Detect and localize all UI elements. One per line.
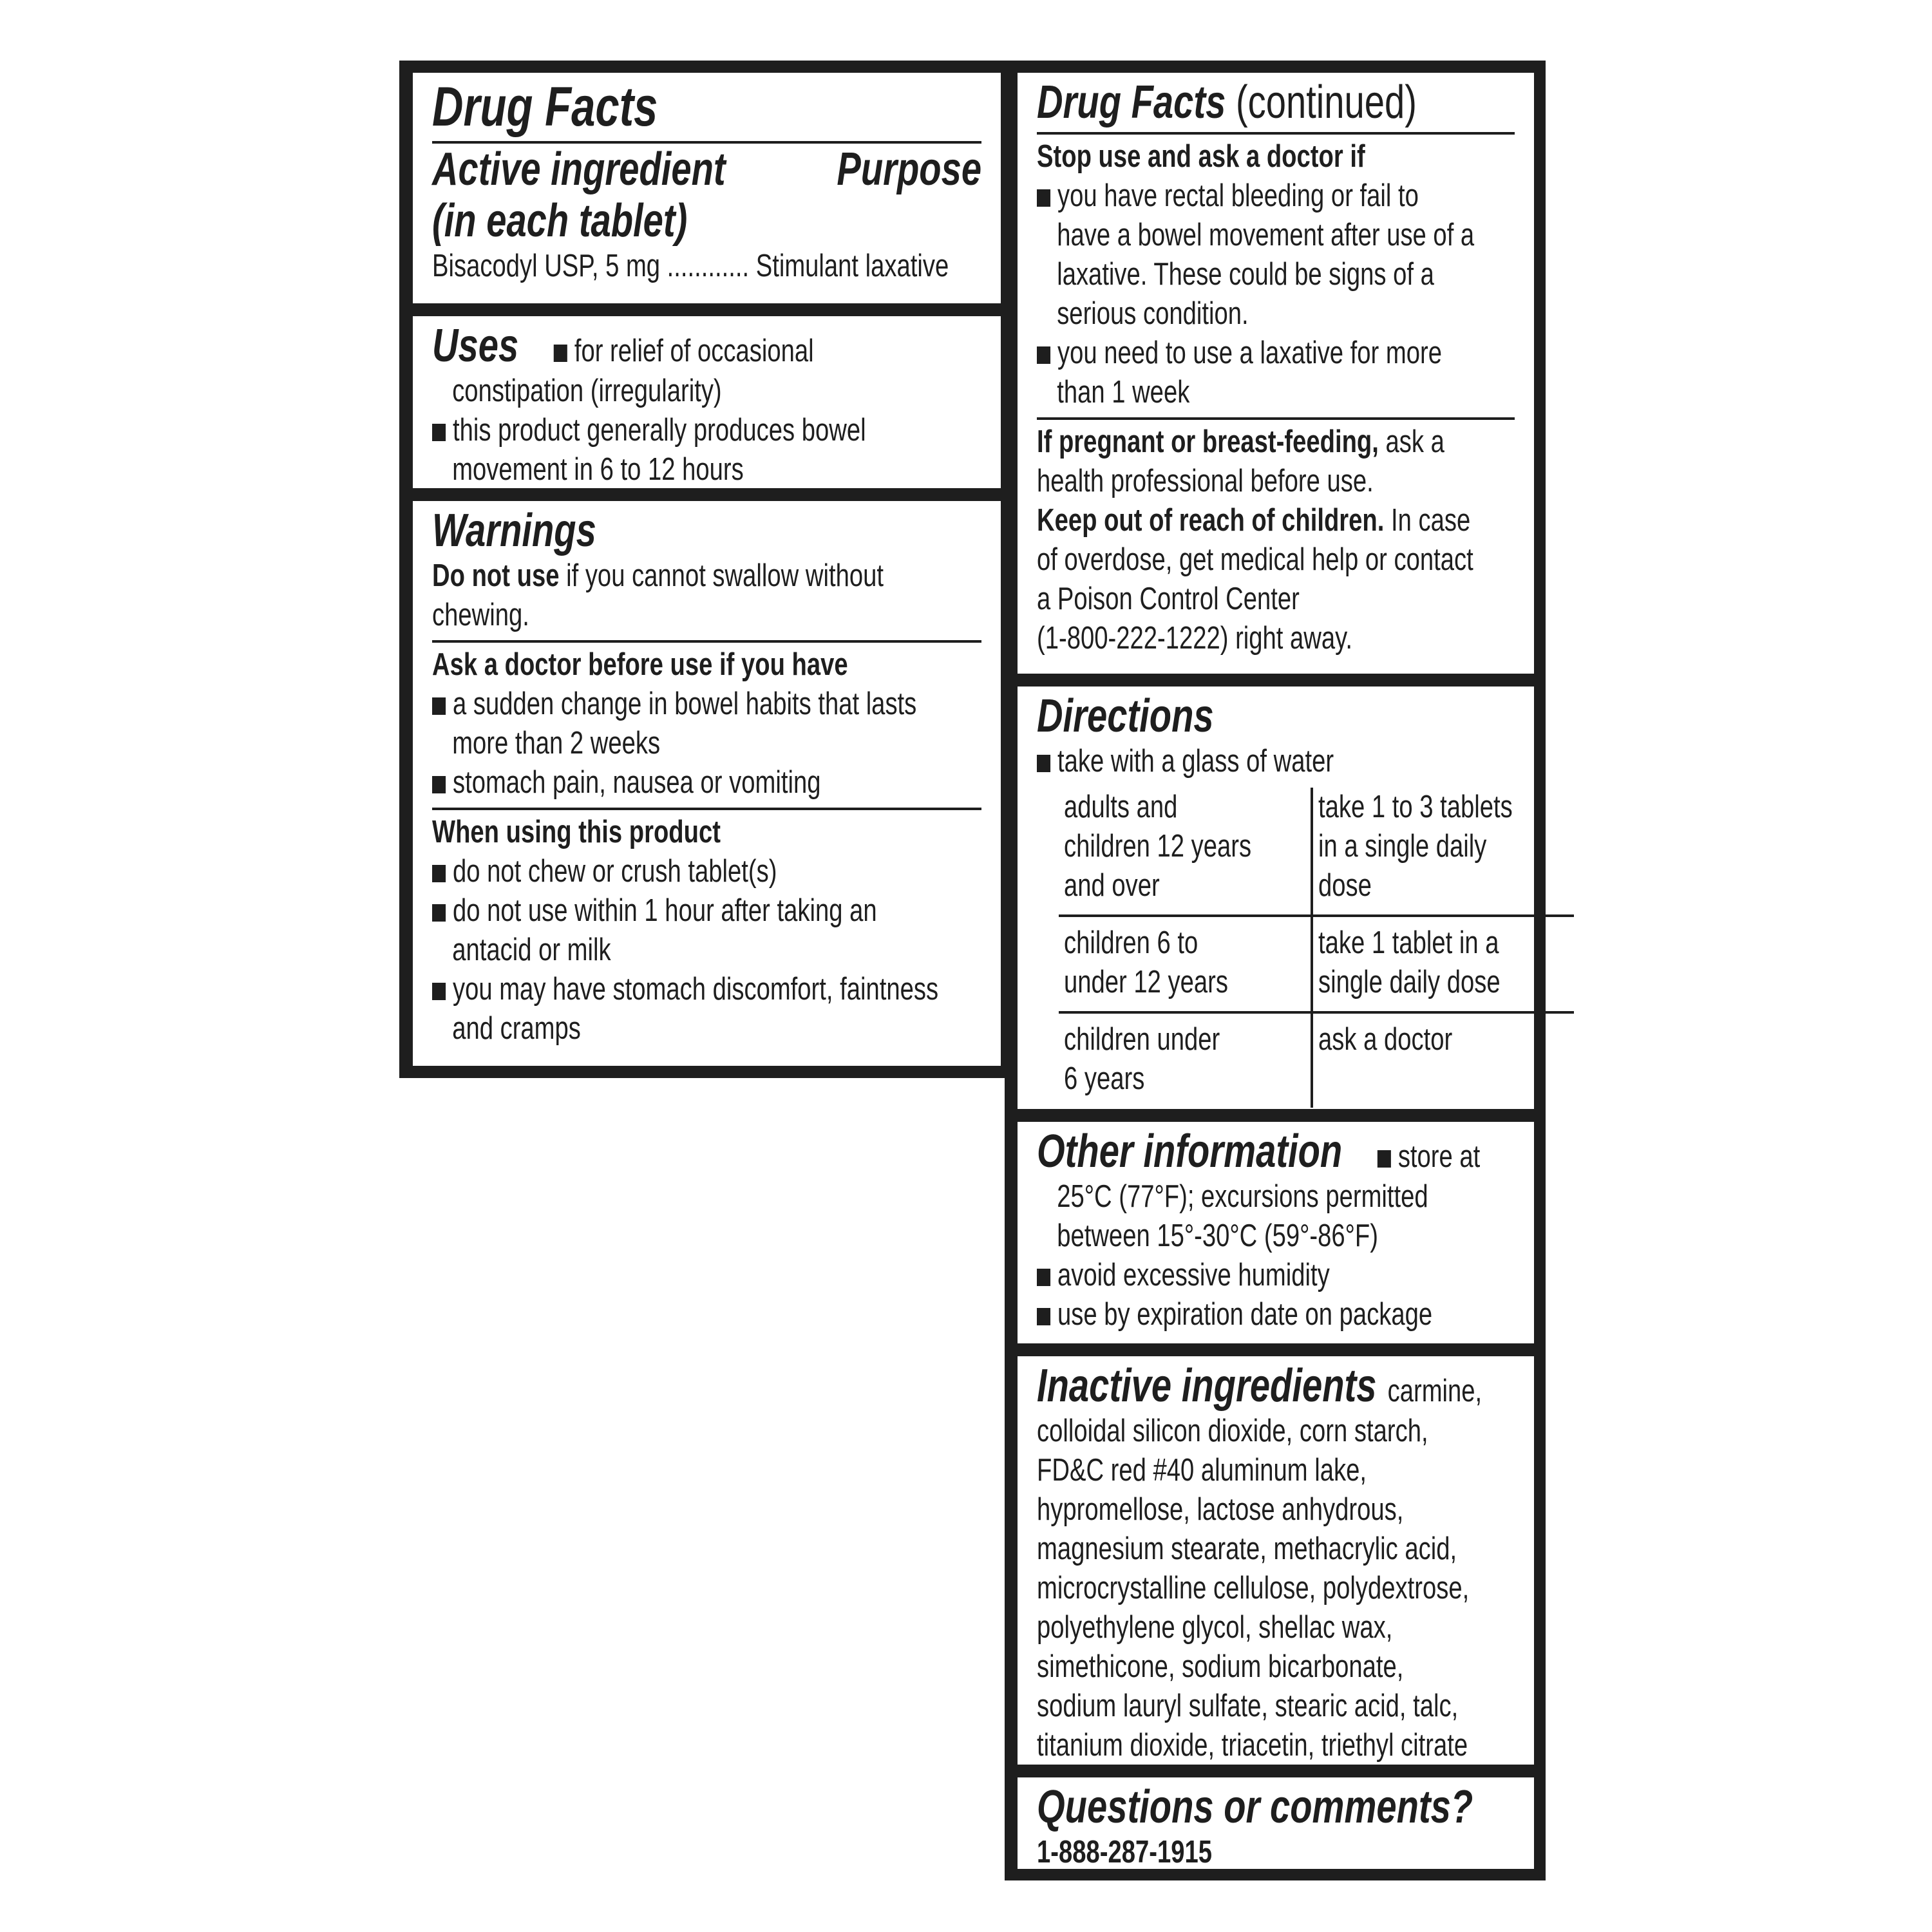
pregnant-line-2: health professional before use. <box>1037 464 1374 498</box>
uses-item-2-line-2: movement in 6 to 12 hours <box>452 452 744 487</box>
ask-item-1-line-1: a sudden change in bowel habits that lasts <box>452 687 917 721</box>
uses-section <box>413 316 1001 488</box>
table-row <box>1059 916 1574 1012</box>
questions-heading: Questions or comments? <box>1037 1781 1473 1833</box>
bullet-icon <box>1037 1269 1050 1286</box>
inactive-line: titanium dioxide, triacetin, triethyl citrate <box>1037 1728 1468 1763</box>
stop-item-1-line-2: have a bowel movement after use of a <box>1057 218 1475 252</box>
stop-item-2-line-1: you need to use a laxative for more <box>1057 336 1442 370</box>
active-ingredient-line: Bisacodyl USP, 5 mg ............ Stimulant laxative <box>432 249 949 283</box>
continued-section <box>1018 73 1534 674</box>
inactive-line: hypromellose, lactose anhydrous, <box>1037 1492 1404 1527</box>
continued-label: (continued) <box>1226 77 1417 128</box>
keep-out-line-3: a Poison Control Center <box>1037 582 1300 616</box>
pregnant-label: If pregnant or breast-feeding, <box>1037 424 1379 459</box>
bullet-icon <box>432 776 446 793</box>
dosage-table <box>1059 788 1574 1108</box>
dose-line: take 1 tablet in a <box>1318 925 1499 960</box>
stop-item-1-line-4: serious condition. <box>1057 296 1249 331</box>
bullet-icon <box>432 904 446 922</box>
warnings-section <box>413 501 1001 1066</box>
age-group-line: adults and <box>1064 790 1178 824</box>
age-group-line: and over <box>1064 868 1160 903</box>
uses-item-2-line-1: this product generally produces bowel <box>452 413 866 448</box>
divider <box>1037 132 1515 135</box>
age-group-line: children under <box>1064 1022 1220 1057</box>
bullet-icon <box>432 865 446 882</box>
inactive-line: polyethylene glycol, shellac wax, <box>1037 1610 1393 1645</box>
when-item-1: do not chew or crush tablet(s) <box>452 854 777 889</box>
stop-item-1-line-3: laxative. These could be signs of a <box>1057 257 1434 292</box>
do-not-use-text: if you cannot swallow without <box>559 558 884 593</box>
drug-facts-continued-title: Drug Facts <box>1037 77 1226 128</box>
when-using-heading: When using this product <box>432 815 721 849</box>
inactive-ingredients-section <box>1018 1356 1534 1765</box>
bullet-icon <box>1037 755 1050 772</box>
active-ingredient-section <box>413 73 1001 303</box>
other-item-1-line-2: 25°C (77°F); excursions permitted <box>1057 1179 1428 1214</box>
divider <box>1037 417 1515 420</box>
inactive-ingredients-heading: Inactive ingredients <box>1037 1360 1377 1412</box>
directions-heading: Directions <box>1037 690 1214 742</box>
uses-item-1-line-2: constipation (irregularity) <box>452 374 722 408</box>
inactive-line-1: carmine, <box>1387 1374 1482 1408</box>
active-ingredient-heading: Active ingredient <box>432 144 726 195</box>
active-ingredient-subheading: (in each tablet) <box>432 195 688 247</box>
keep-out-line-2: of overdose, get medical help or contact <box>1037 542 1473 577</box>
warnings-heading: Warnings <box>432 505 596 556</box>
inactive-line: FD&C red #40 aluminum lake, <box>1037 1453 1367 1488</box>
inactive-line: colloidal silicon dioxide, corn starch, <box>1037 1414 1428 1448</box>
bullet-icon <box>554 345 567 362</box>
bullet-icon <box>432 424 446 441</box>
purpose-heading: Purpose <box>837 144 981 195</box>
stop-use-heading: Stop use and ask a doctor if <box>1037 139 1365 174</box>
ask-item-2: stomach pain, nausea or vomiting <box>452 765 821 800</box>
divider <box>432 640 981 643</box>
age-group-line: children 6 to <box>1064 925 1198 960</box>
other-item-1-line-1: store at <box>1397 1139 1481 1174</box>
stop-item-2-line-2: than 1 week <box>1057 375 1190 410</box>
pregnant-text: ask a <box>1378 424 1444 459</box>
dose-line: dose <box>1318 868 1372 903</box>
age-group-line: under 12 years <box>1064 965 1228 999</box>
other-information-section <box>1018 1122 1534 1343</box>
keep-out-text: In case <box>1384 503 1471 538</box>
divider <box>432 808 981 810</box>
uses-item-1-line-1: for relief of occasional <box>574 334 814 368</box>
bullet-icon <box>1378 1150 1391 1168</box>
other-item-1-line-3: between 15°-30°C (59°-86°F) <box>1057 1218 1378 1253</box>
inactive-line: magnesium stearate, methacrylic acid, <box>1037 1531 1457 1566</box>
when-item-2-line-2: antacid or milk <box>452 933 611 967</box>
bullet-icon <box>1037 1308 1050 1325</box>
dose-line: in a single daily <box>1318 829 1487 864</box>
bullet-icon <box>432 697 446 715</box>
age-group-line: 6 years <box>1064 1061 1145 1096</box>
dose-line: ask a doctor <box>1318 1022 1453 1057</box>
inactive-line: simethicone, sodium bicarbonate, <box>1037 1649 1404 1684</box>
questions-section <box>1018 1777 1534 1869</box>
keep-out-line-4: (1-800-222-1222) right away. <box>1037 621 1353 656</box>
bullet-icon <box>1037 189 1050 207</box>
inactive-line: microcrystalline cellulose, polydextrose, <box>1037 1571 1470 1605</box>
when-item-3-line-2: and cramps <box>452 1011 581 1046</box>
ask-item-1-line-2: more than 2 weeks <box>452 726 661 761</box>
ask-doctor-heading: Ask a doctor before use if you have <box>432 647 848 682</box>
age-group-line: children 12 years <box>1064 829 1252 864</box>
other-information-heading: Other information <box>1037 1126 1343 1177</box>
inactive-line: sodium lauryl sulfate, stearic acid, talc, <box>1037 1689 1459 1723</box>
dose-line: take 1 to 3 tablets <box>1318 790 1513 824</box>
table-row <box>1059 1012 1574 1108</box>
directions-item: take with a glass of water <box>1057 744 1334 779</box>
drug-facts-title: Drug Facts <box>432 76 658 138</box>
when-item-2-line-1: do not use within 1 hour after taking an <box>452 893 877 928</box>
keep-out-label: Keep out of reach of children. <box>1037 503 1385 538</box>
bullet-icon <box>432 983 446 1000</box>
bullet-icon <box>1037 346 1050 364</box>
uses-heading: Uses <box>432 320 519 372</box>
do-not-use-label: Do not use <box>432 558 560 593</box>
other-item-3: use by expiration date on package <box>1057 1297 1433 1332</box>
when-item-3-line-1: you may have stomach discomfort, faintness <box>452 972 939 1007</box>
questions-phone: 1-888-287-1915 <box>1037 1835 1213 1870</box>
do-not-use-line-2: chewing. <box>432 598 529 632</box>
table-row <box>1059 788 1574 916</box>
directions-section <box>1018 687 1534 1109</box>
dose-line: single daily dose <box>1318 965 1501 999</box>
stop-item-1-line-1: you have rectal bleeding or fail to <box>1057 178 1419 213</box>
other-item-2: avoid excessive humidity <box>1057 1258 1330 1293</box>
